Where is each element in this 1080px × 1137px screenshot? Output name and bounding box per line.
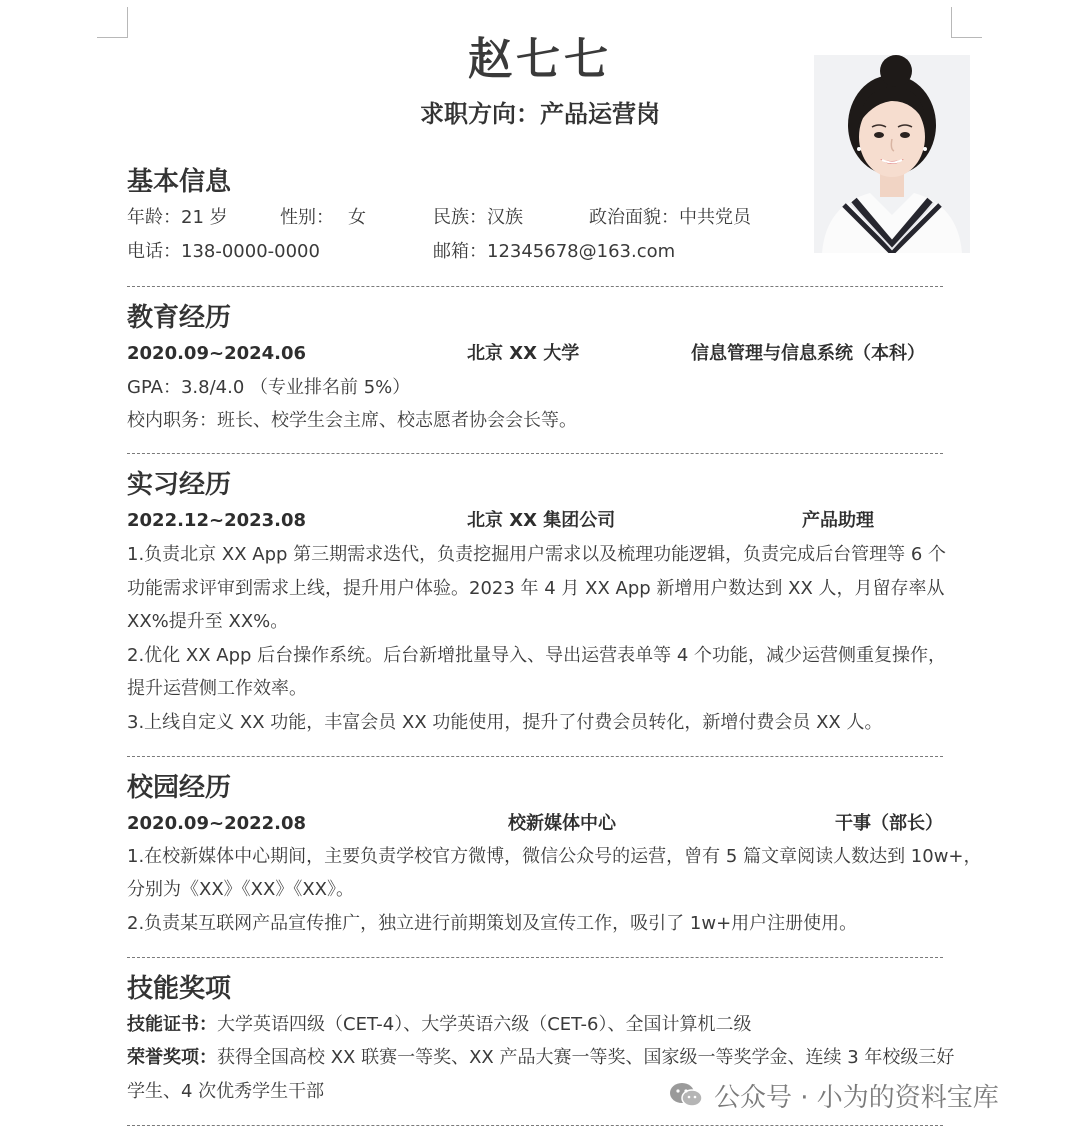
ethnicity-value: 汉族 (487, 207, 523, 228)
section-title-basic: 基本信息 (127, 167, 232, 197)
campus-line: 1.在校新媒体中心期间，主要负责学校官方微博，微信公众号的运营，曾有 5 篇文章阅读人数达到 10w+， (127, 846, 982, 867)
education-major: 信息管理与信息系统（本科） (691, 343, 925, 364)
education-duties: 校内职务：班长、校学生会主席、校志愿者协会会长等。 (127, 410, 577, 431)
education-school: 北京 XX 大学 (467, 343, 580, 364)
age-value: 21 岁 (181, 207, 228, 228)
internship-company: 北京 XX 集团公司 (467, 510, 616, 531)
wechat-icon (668, 1081, 704, 1109)
job-intent-label: 求职方向： (420, 100, 540, 128)
phone-field (127, 240, 320, 264)
skills-honor-label: 荣誉奖项： (127, 1047, 217, 1068)
skills-cert-value: 大学英语四级（CET-4）、大学英语六级（CET-6）、全国计算机二级 (217, 1014, 752, 1035)
education-period: 2020.09~2024.06 (127, 343, 307, 364)
political-label: 政治面貌： (589, 207, 679, 228)
internship-line: 1.负责北京 XX App 第三期需求迭代，负责挖掘用户需求以及梳理功能逻辑，负责完成后台管理等 6 个 (127, 544, 947, 565)
section-divider (127, 756, 943, 757)
internship-line: 功能需求评审到需求上线，提升用户体验。2023 年 4 月 XX App 新增用户数达到 XX 人，月留存率从 (127, 578, 945, 599)
education-gpa: GPA：3.8/4.0 （专业排名前 5%） (127, 377, 411, 398)
ethnicity-field (433, 206, 523, 230)
skills-honor-value: 获得全国高校 XX 联赛一等奖、XX 产品大赛一等奖、国家级一等奖学金、连续 3 年校级三好 (217, 1047, 955, 1068)
ethnicity-label: 民族： (433, 207, 487, 228)
age-field (127, 206, 228, 230)
email-label: 邮箱： (433, 241, 487, 262)
campus-org: 校新媒体中心 (508, 813, 616, 834)
section-divider (127, 1125, 943, 1126)
watermark-text: 公众号 · 小为的资料宝库 (714, 1082, 999, 1113)
campus-line: 2.负责某互联网产品宣传推广，独立进行前期策划及宣传工作，吸引了 1w+用户注册使用。 (127, 913, 858, 934)
candidate-name: 赵七七 (468, 34, 612, 85)
phone-value: 138-0000-0000 (181, 241, 320, 262)
email-field (433, 240, 675, 264)
email-value: 12345678@163.com (487, 241, 676, 262)
section-title-skills: 技能奖项 (127, 974, 232, 1004)
skills-honor-continued: 学生、4 次优秀学生干部 (127, 1081, 325, 1102)
section-title-campus: 校园经历 (127, 773, 232, 803)
job-intent-value: 产品运营岗 (540, 100, 660, 128)
gender-label: 性别： (280, 207, 334, 228)
section-divider (127, 453, 943, 454)
watermark (668, 1077, 999, 1113)
skills-cert (127, 1013, 751, 1037)
profile-photo (814, 55, 970, 253)
portrait-illustration (814, 55, 970, 253)
age-label: 年龄： (127, 207, 181, 228)
internship-role: 产品助理 (802, 510, 874, 531)
skills-cert-label: 技能证书： (127, 1014, 217, 1035)
internship-period: 2022.12~2023.08 (127, 510, 307, 531)
gender-field (280, 206, 366, 230)
political-field (589, 206, 751, 230)
internship-line: XX%提升至 XX%。 (127, 611, 289, 632)
internship-line: 3.上线自定义 XX 功能，丰富会员 XX 功能使用，提升了付费会员转化，新增付费会员 XX 人。 (127, 712, 883, 733)
phone-label: 电话： (127, 241, 181, 262)
political-value: 中共党员 (679, 207, 751, 228)
campus-period: 2020.09~2022.08 (127, 813, 307, 834)
section-title-education: 教育经历 (127, 303, 232, 333)
section-divider (127, 957, 943, 958)
internship-line: 提升运营侧工作效率。 (127, 678, 307, 699)
campus-line: 分别为《XX》《XX》《XX》。 (127, 879, 354, 900)
gender-value: 女 (348, 207, 366, 228)
section-divider (127, 286, 943, 287)
campus-role: 干事（部长） (835, 813, 943, 834)
internship-line: 2.优化 XX App 后台操作系统。后台新增批量导入、导出运营表单等 4 个功能，减少运营侧重复操作， (127, 645, 947, 666)
section-title-internship: 实习经历 (127, 470, 232, 500)
skills-honor (127, 1046, 954, 1070)
